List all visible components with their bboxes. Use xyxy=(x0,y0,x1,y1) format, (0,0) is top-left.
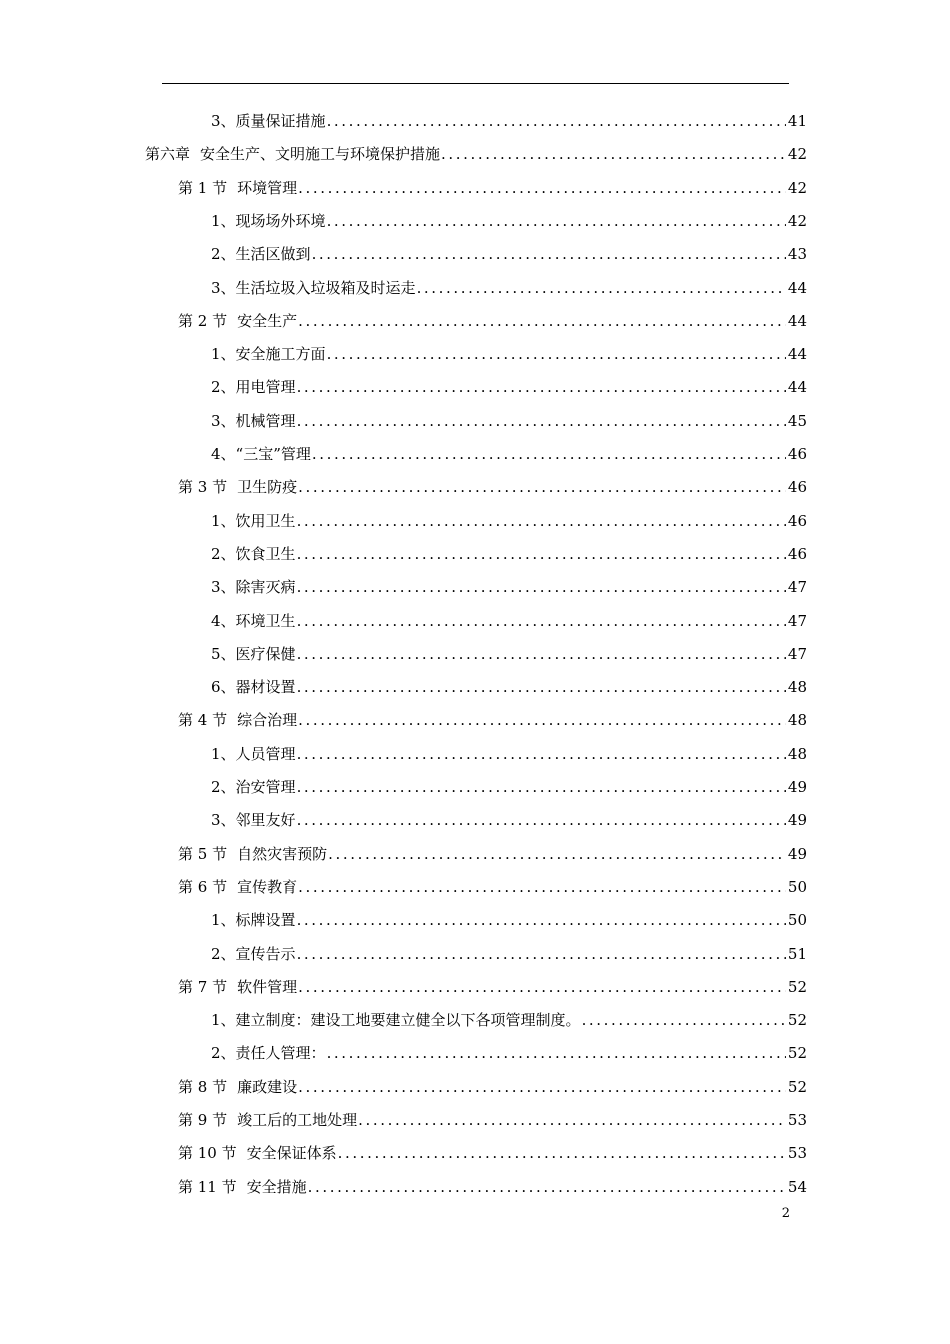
toc-entry-page: 45 xyxy=(787,411,807,430)
toc-entry-title: 质量保证措施 xyxy=(235,112,326,130)
header-rule xyxy=(162,83,789,84)
toc-entry-number: 2、 xyxy=(211,1044,236,1063)
toc-entry-number: 1、 xyxy=(211,744,236,763)
toc-entry-number: 1、 xyxy=(211,1011,236,1030)
toc-entry-page: 47 xyxy=(787,644,807,663)
toc-leader-dots xyxy=(298,872,786,902)
toc-entry[interactable] xyxy=(211,805,807,835)
toc-entry-title: 安全生产 xyxy=(237,311,298,330)
toc-entry[interactable] xyxy=(211,206,807,236)
toc-entry-number: 第 3 节 xyxy=(178,478,228,497)
toc-leader-dots xyxy=(297,406,786,436)
toc-entry-number: 3、 xyxy=(211,811,236,830)
toc-entry-page: 49 xyxy=(787,844,807,863)
toc-entry-page: 52 xyxy=(787,1077,807,1096)
toc-entry-title: 安全保证体系 xyxy=(246,1144,337,1163)
toc-leader-dots xyxy=(297,506,786,536)
toc-entry-number: 第 9 节 xyxy=(178,1111,228,1129)
toc-entry-page: 47 xyxy=(787,578,807,597)
toc-entry-title: 卫生防疫 xyxy=(237,478,298,497)
toc-leader-dots xyxy=(297,905,786,935)
toc-entry-number: 1、 xyxy=(211,345,236,364)
toc-entry-number: 2、 xyxy=(211,378,236,397)
toc-entry-number: 第 7 节 xyxy=(178,977,228,996)
toc-leader-dots xyxy=(328,839,786,869)
toc-entry[interactable] xyxy=(211,1005,807,1035)
toc-entry-number: 3、 xyxy=(211,278,236,297)
toc-entry-page: 52 xyxy=(787,1044,807,1063)
toc-entry-title: 治安管理 xyxy=(235,778,296,796)
toc-leader-dots xyxy=(338,1138,786,1168)
toc-entry-number: 4、 xyxy=(211,611,236,630)
toc-leader-dots xyxy=(298,1072,786,1102)
toc-leader-dots xyxy=(298,173,786,203)
toc-entry[interactable] xyxy=(211,1038,807,1068)
toc-entry-title: 医疗保健 xyxy=(235,644,296,663)
toc-entry-page: 52 xyxy=(787,977,807,996)
toc-entry-number: 第六章 xyxy=(145,145,191,164)
toc-entry-title: 生活垃圾入垃圾箱及时运走 xyxy=(235,278,416,297)
toc-entry[interactable] xyxy=(178,306,807,336)
toc-entry[interactable] xyxy=(178,1172,807,1202)
toc-entry-page: 52 xyxy=(787,1011,807,1030)
toc-entry-title: “三宝”管理 xyxy=(235,445,311,463)
toc-entry-number: 第 1 节 xyxy=(178,178,228,197)
toc-entry-page: 41 xyxy=(787,112,807,130)
toc-entry[interactable] xyxy=(211,639,807,669)
toc-entry[interactable] xyxy=(211,739,807,769)
toc-entry-number: 2、 xyxy=(211,245,236,264)
toc-entry-number: 3、 xyxy=(211,112,236,130)
toc-entry-page: 42 xyxy=(787,145,807,164)
toc-entry-number: 1、 xyxy=(211,211,236,230)
toc-entry[interactable] xyxy=(211,106,807,136)
toc-leader-dots xyxy=(297,606,786,636)
toc-entry[interactable] xyxy=(211,905,807,935)
toc-entry[interactable] xyxy=(178,872,807,902)
toc-leader-dots xyxy=(297,772,786,802)
toc-leader-dots xyxy=(417,273,786,303)
toc-entry-page: 48 xyxy=(787,678,807,697)
toc-entry[interactable] xyxy=(211,572,807,602)
toc-entry[interactable] xyxy=(211,273,807,303)
toc-entry-page: 51 xyxy=(787,944,807,963)
page-number: 2 xyxy=(781,1206,790,1221)
toc-entry-page: 48 xyxy=(787,711,807,730)
toc-leader-dots xyxy=(297,939,786,969)
toc-entry-title: 责任人管理： xyxy=(235,1044,326,1063)
toc-entry[interactable] xyxy=(211,539,807,569)
toc-entry-title: 人员管理 xyxy=(235,744,296,763)
toc-entry-title: 机械管理 xyxy=(235,411,296,430)
toc-entry-page: 46 xyxy=(787,478,807,497)
toc-entry-title: 标牌设置 xyxy=(235,911,296,930)
toc-entry-title: 邻里友好 xyxy=(235,811,296,830)
toc-entry-page: 46 xyxy=(787,544,807,563)
toc-entry[interactable] xyxy=(211,506,807,536)
toc-entry[interactable] xyxy=(178,1105,807,1135)
toc-entry-title: 安全生产、文明施工与环境保护措施 xyxy=(200,145,441,164)
toc-entry[interactable] xyxy=(211,372,807,402)
toc-leader-dots xyxy=(327,339,786,369)
toc-leader-dots xyxy=(358,1105,786,1135)
toc-leader-dots xyxy=(298,705,786,735)
toc-entry-page: 53 xyxy=(787,1144,807,1163)
toc-entry-page: 49 xyxy=(787,811,807,830)
toc-leader-dots xyxy=(327,206,786,236)
toc-leader-dots xyxy=(312,439,786,469)
toc-entry-number: 2、 xyxy=(211,544,236,563)
toc-leader-dots xyxy=(297,572,786,602)
toc-entry-number: 第 6 节 xyxy=(178,877,228,896)
toc-entry-number: 4、 xyxy=(211,445,236,463)
toc-entry-number: 3、 xyxy=(211,578,236,597)
toc-entry-title: 除害灭病 xyxy=(235,578,296,597)
toc-entry-title: 安全措施 xyxy=(246,1177,307,1196)
toc-entry-page: 44 xyxy=(787,311,807,330)
toc-entry[interactable] xyxy=(211,772,807,802)
toc-leader-dots xyxy=(297,372,786,402)
toc-entry-title: 饮用卫生 xyxy=(235,511,296,530)
toc-entry-page: 49 xyxy=(787,778,807,796)
toc-leader-dots xyxy=(582,1005,786,1035)
toc-entry-page: 44 xyxy=(787,378,807,397)
toc-entry[interactable] xyxy=(211,606,807,636)
toc-entry-title: 安全施工方面 xyxy=(235,345,326,364)
toc-entry-page: 48 xyxy=(787,744,807,763)
toc-entry[interactable] xyxy=(145,139,807,169)
toc-leader-dots xyxy=(298,972,786,1002)
toc-entry-page: 42 xyxy=(787,178,807,197)
toc-entry-title: 宣传教育 xyxy=(237,877,298,896)
toc-entry[interactable] xyxy=(211,672,807,702)
toc-entry-page: 53 xyxy=(787,1111,807,1129)
toc-entry-title: 综合治理 xyxy=(237,711,298,730)
toc-entry-number: 第 11 节 xyxy=(178,1177,237,1196)
toc-entry-title: 宣传告示 xyxy=(235,944,296,963)
toc-entry-title: 廉政建设 xyxy=(237,1077,298,1096)
toc-leader-dots xyxy=(312,239,786,269)
toc-entry[interactable] xyxy=(178,1138,807,1168)
toc-entry[interactable] xyxy=(178,705,807,735)
toc-entry-page: 47 xyxy=(787,611,807,630)
toc-entry-title: 环境管理 xyxy=(237,178,298,197)
toc-entry-number: 第 10 节 xyxy=(178,1144,237,1163)
toc-entry[interactable] xyxy=(211,406,807,436)
toc-entry[interactable] xyxy=(211,339,807,369)
toc-entry-number: 3、 xyxy=(211,411,236,430)
toc-leader-dots xyxy=(327,1038,786,1068)
toc-entry[interactable] xyxy=(211,439,807,469)
toc-entry-title: 饮食卫生 xyxy=(235,544,296,563)
toc-entry-number: 第 2 节 xyxy=(178,311,228,330)
toc-entry[interactable] xyxy=(178,1072,807,1102)
toc-entry-number: 第 4 节 xyxy=(178,711,228,730)
toc-entry[interactable] xyxy=(178,972,807,1002)
toc-entry-page: 44 xyxy=(787,345,807,364)
toc-entry-title: 竣工后的工地处理 xyxy=(237,1111,358,1129)
toc-entry-page: 50 xyxy=(787,877,807,896)
toc-entry-page: 46 xyxy=(787,511,807,530)
toc-entry[interactable] xyxy=(211,939,807,969)
toc-leader-dots xyxy=(297,805,786,835)
toc-leader-dots xyxy=(297,739,786,769)
toc-leader-dots xyxy=(298,306,786,336)
toc-entry[interactable] xyxy=(211,239,807,269)
toc-entry[interactable] xyxy=(178,472,807,502)
toc-entry-title: 环境卫生 xyxy=(235,611,296,630)
toc-leader-dots xyxy=(297,539,786,569)
toc-entry-number: 1、 xyxy=(211,911,236,930)
toc-entry-number: 2、 xyxy=(211,778,236,796)
toc-entry-title: 用电管理 xyxy=(235,378,296,397)
toc-entry-number: 2、 xyxy=(211,944,236,963)
toc-entry-number: 第 5 节 xyxy=(178,844,228,863)
toc-entry-title: 自然灾害预防 xyxy=(237,844,328,863)
toc-leader-dots xyxy=(297,639,786,669)
toc-leader-dots xyxy=(308,1172,786,1202)
toc-entry-page: 43 xyxy=(787,245,807,264)
toc-leader-dots xyxy=(298,472,786,502)
toc-entry-page: 46 xyxy=(787,445,807,463)
toc-entry-page: 54 xyxy=(787,1177,807,1196)
toc-entry-number: 5、 xyxy=(211,644,236,663)
toc-entry-page: 44 xyxy=(787,278,807,297)
toc-entry-title: 建立制度：建设工地要建立健全以下各项管理制度。 xyxy=(235,1011,581,1030)
toc-leader-dots xyxy=(441,139,786,169)
toc-entry-number: 6、 xyxy=(211,678,236,697)
toc-entry-title: 现场场外环境 xyxy=(235,211,326,230)
toc-entry-title: 软件管理 xyxy=(237,977,298,996)
toc-entry-page: 50 xyxy=(787,911,807,930)
toc-entry[interactable] xyxy=(178,173,807,203)
toc-entry-number: 第 8 节 xyxy=(178,1077,228,1096)
toc-entry[interactable] xyxy=(178,839,807,869)
toc-entry-title: 器材设置 xyxy=(235,678,296,697)
toc-leader-dots xyxy=(327,106,786,136)
toc-entry-number: 1、 xyxy=(211,511,236,530)
toc-leader-dots xyxy=(297,672,786,702)
toc-entry-title: 生活区做到 xyxy=(235,245,311,264)
toc-entry-page: 42 xyxy=(787,211,807,230)
